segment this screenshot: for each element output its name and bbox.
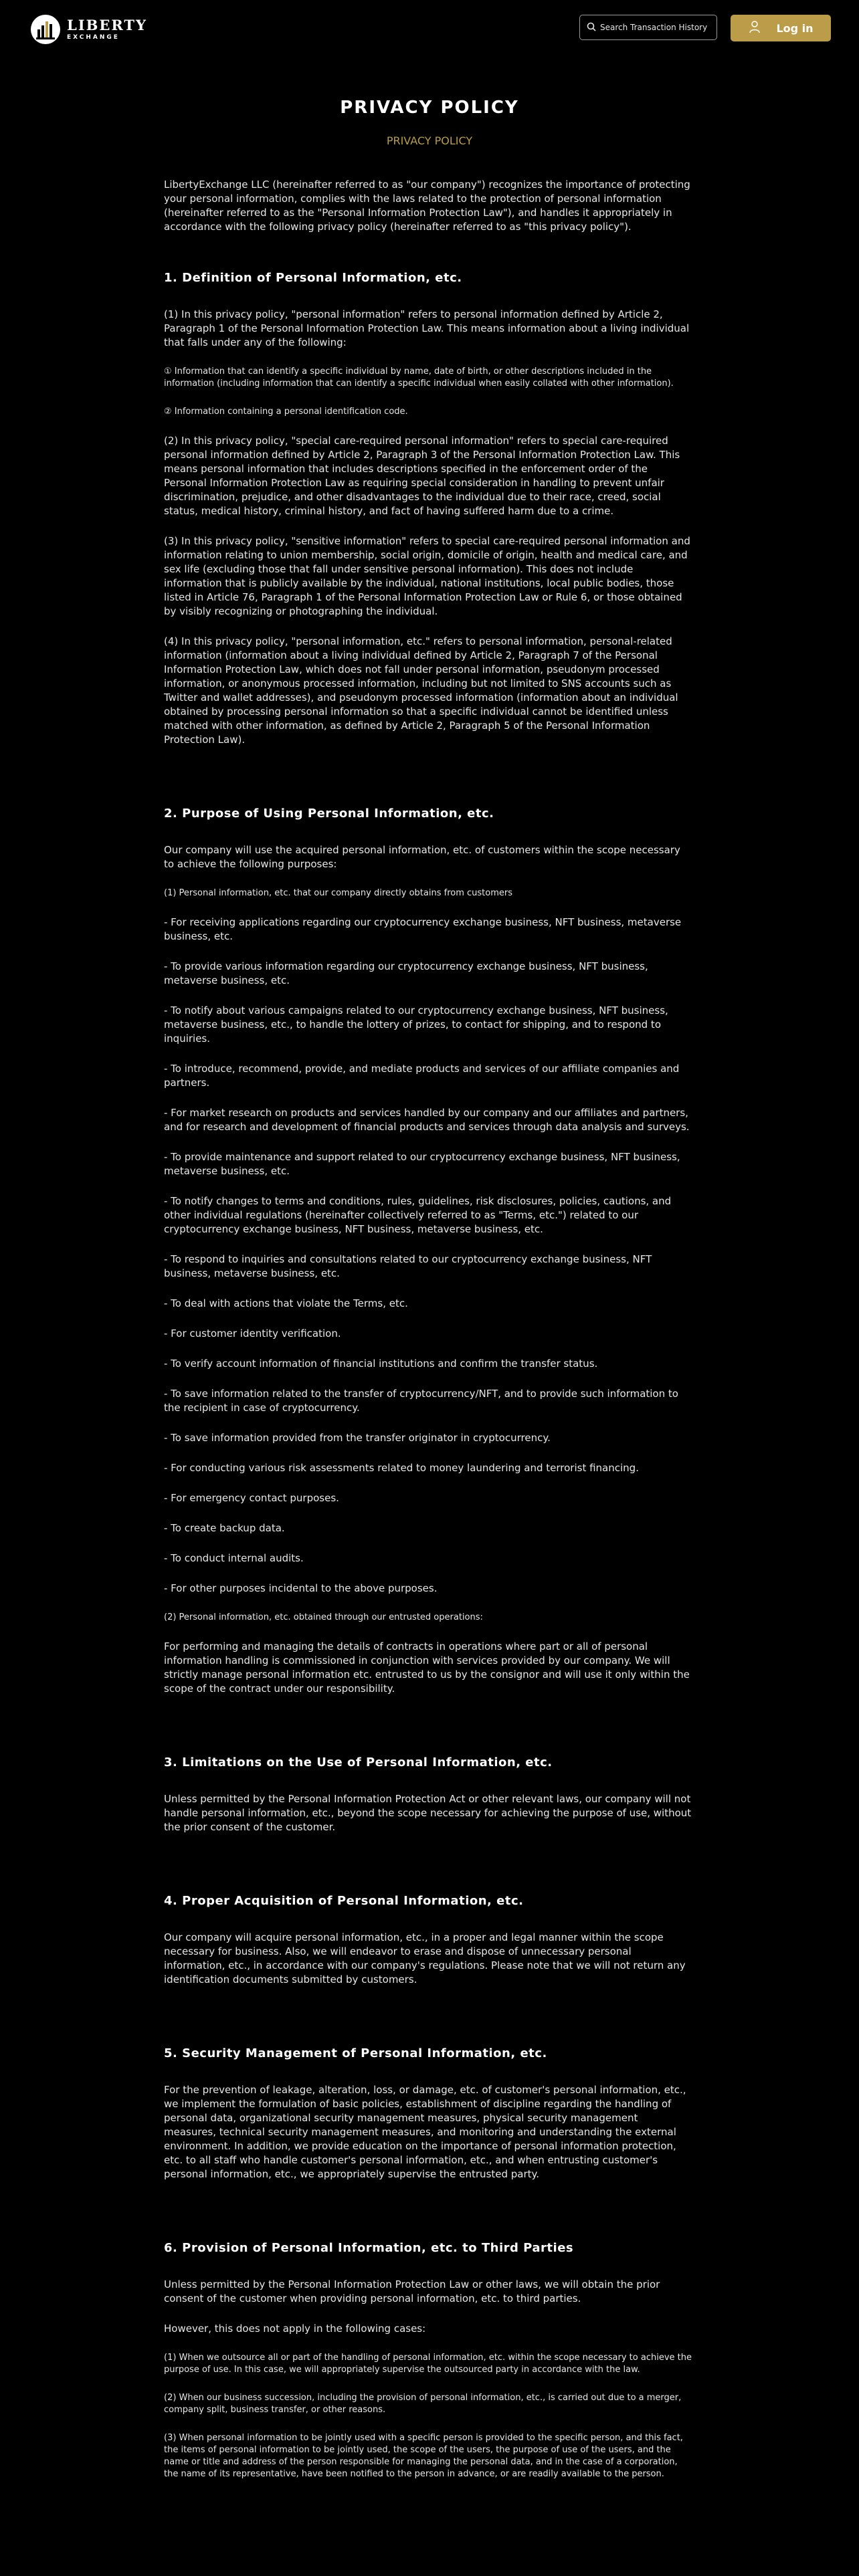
sub-item: ① Information that can identify a specific individual by name, date of birth, or other descriptions included in the information (including information that can identify a specific individual when easily collated with other information). [164, 366, 674, 389]
login-button[interactable] [731, 15, 831, 41]
list-item: - To conduct internal audits. [164, 1552, 304, 1564]
paragraph: Unless permitted by the Personal Information Protection Act or other relevant laws, our company will not handle personal information, etc., beyond the scope necessary for achieving the purpose of use, without the prior consent of the customer. [164, 1793, 692, 1833]
logo-subname: EXCHANGE [67, 34, 120, 41]
policy-content [164, 178, 692, 2496]
list-item: - To save information provided from the transfer originator in cryptocurrency. [164, 1432, 551, 1444]
sub-item: (3) When personal information to be jointly used with a specific person is provided to the specific person, and this fact, the items of personal information to be jointly used, the scope of the users, the purpose of use of the users, and the name or title and address of the person responsible for managing the personal data, and in the case of a corporation, the name of its representative, have been notified to the person in advance, or are readily available to the person. [164, 2433, 683, 2479]
paragraph: Our company will acquire personal information, etc., in a proper and legal manner within the scope necessary for business. Also, we will endeavor to erase and dispose of unnecessary personal information, etc., in accordance with our company's regulations. Please note that we will not return any identification documents submitted by customers. [164, 1931, 686, 1985]
section-heading: 5. Security Management of Personal Information, etc. [164, 2046, 547, 2060]
paragraph: Unless permitted by the Personal Information Protection Law or other laws, we will obtain the prior consent of the customer when providing personal information, etc. to third parties. [164, 2278, 660, 2304]
sub-item: (2) When our business succession, including the provision of personal information, etc., is carried out due to a merger, company split, business transfer, or other reasons. [164, 2393, 682, 2415]
paragraph: (4) In this privacy policy, "personal information, etc." refers to personal information, personal-related information (information about a living individual defined by Article 2, Paragraph 7 of the Personal Information Protection Law, which does not fall under personal information, pseudonym processed information, or anonymous processed information, including but not limited to SNS accounts such as Twitter and wallet addresses), and pseudonym processed information (information about an individual obtained by processing personal information so that a specific individual cannot be identified unless matched with other information, as defined by Article 2, Paragraph 5 of the Personal Information Protection Law). [164, 635, 678, 746]
section-heading: 4. Proper Acquisition of Personal Information, etc. [164, 1894, 524, 1908]
list-item: - For emergency contact purposes. [164, 1492, 339, 1504]
section-third-parties [164, 2240, 692, 2480]
list-item: - For customer identity verification. [164, 1327, 341, 1339]
login-label: Log in [776, 21, 814, 35]
paragraph: Our company will use the acquired personal information, etc. of customers within the scope necessary to achieve the following purposes: [164, 844, 680, 870]
list-item: - For market research on products and services handled by our company and our affiliates and partners, and for research and development of financial products and services through data analysis and surveys. [164, 1107, 690, 1133]
logo-mark-icon [31, 15, 60, 44]
paragraph: (2) In this privacy policy, "special care-required personal information" refers to special care-required personal information defined by Article 2, Paragraph 3 of the Personal Information Protection Law. This means personal information that includes descriptions specified in the enforcement order of the Personal Information Protection Law as requiring special consideration in handling to prevent unfair discrimination, prejudice, and other disadvantages to the individual due to their race, creed, social status, medical history, criminal history, and fact of having suffered harm due to a crime. [164, 435, 680, 517]
section-heading: 2. Purpose of Using Personal Information, etc. [164, 807, 494, 821]
logo[interactable] [31, 15, 147, 44]
section-purpose [164, 806, 692, 1696]
list-item: - To deal with actions that violate the Terms, etc. [164, 1297, 408, 1309]
section-limitations [164, 1755, 692, 1834]
list-item: - To introduce, recommend, provide, and mediate products and services of our affiliate companies and partners. [164, 1063, 680, 1089]
paragraph: For the prevention of leakage, alteration, loss, or damage, etc. of customer's personal information, etc., we implement the formulation of basic policies, establishment of discipline regarding the handling of personal data, organizational security management measures, physical security management measures, technical security management measures, and monitoring and understanding the external environment. In addition, we provide education on the importance of personal information protection, etc. to all staff who handle customer's personal information, etc., and when entrusting customer's personal information, etc., we appropriately supervise the entrusted party. [164, 2084, 686, 2180]
list-item: - For conducting various risk assessments related to money laundering and terrorist financing. [164, 1462, 639, 1474]
list-item: - For receiving applications regarding our cryptocurrency exchange business, NFT business, metaverse business, etc. [164, 916, 682, 942]
sub-item: ② Information containing a personal identification code. [164, 407, 408, 417]
list-item: - To provide maintenance and support related to our cryptocurrency exchange business, NFT business, metaverse business, etc. [164, 1151, 680, 1177]
paragraph: However, this does not apply in the following cases: [164, 2323, 426, 2335]
paragraph: (1) In this privacy policy, "personal information" refers to personal information defined by Article 2, Paragraph 1 of the Personal Information Protection Law. This means information about a living individual that falls under any of the following: [164, 308, 690, 348]
logo-name: LIBERTY [67, 17, 148, 33]
sub-heading: (1) Personal information, etc. that our company directly obtains from customers [164, 888, 512, 898]
search-icon [587, 21, 596, 34]
paragraph: (3) In this privacy policy, "sensitive information" refers to special care-required personal information and information relating to union membership, social origin, domicile of origin, health and medical care, and sex life (excluding those that fall under sensitive personal information). This does not include information that is publicly available by the individual, national institutions, local public bodies, those listed in Article 76, Paragraph 1 of the Personal Information Protection Law or Rule 6, or those obtained by visibly recognizing or photographing the individual. [164, 535, 690, 617]
list-item: - To verify account information of financial institutions and confirm the transfer status. [164, 1358, 598, 1370]
site-header [0, 0, 859, 58]
section-heading: 3. Limitations on the Use of Personal Information, etc. [164, 1755, 553, 1769]
paragraph: For performing and managing the details of contracts in operations where part or all of personal information handling is commissioned in conjunction with services provided by our company. We will strictly manage personal information etc. entrusted to us by the consignor and will use it only within the scope of the contract under our responsibility. [164, 1640, 690, 1695]
page-title: PRIVACY POLICY [340, 98, 519, 118]
search-transaction-history-button[interactable] [579, 15, 717, 40]
sub-heading: (2) Personal information, etc. obtained through our entrusted operations: [164, 1612, 483, 1622]
section-heading: 6. Provision of Personal Information, etc. to Third Parties [164, 2241, 574, 2255]
list-item: - To notify changes to terms and conditions, rules, guidelines, risk disclosures, policies, cautions, and other individual regulations (hereinafter collectively referred to as "Terms, etc.") related to our cryptocurrency exchange business, NFT business, metaverse business, etc. [164, 1195, 672, 1235]
section-acquisition [164, 1893, 692, 1987]
intro-paragraph: LibertyExchange LLC (hereinafter referred to as "our company") recognizes the importance of protecting your personal information, complies with the laws related to the protection of personal information (hereinafter referred to as the "Personal Information Protection Law"), and handles it appropriately in accordance with the following privacy policy (hereinafter referred to as "this privacy policy"). [164, 179, 690, 233]
list-item: - To respond to inquiries and consultations related to our cryptocurrency exchange business, NFT business, metaverse business, etc. [164, 1253, 652, 1279]
section-security [164, 2046, 692, 2181]
sub-item: (1) When we outsource all or part of the handling of personal information, etc. within the scope necessary to achieve the purpose of use. In this case, we will appropriately supervise the outsourced party in accordance with the law. [164, 2353, 692, 2375]
search-label: Search Transaction History [600, 23, 708, 32]
list-item: - To save information related to the transfer of cryptocurrency/NFT, and to provide such information to the recipient in case of cryptocurrency. [164, 1388, 678, 1414]
section-definition [164, 270, 692, 747]
list-item: - To provide various information regarding our cryptocurrency exchange business, NFT business, metaverse business, etc. [164, 960, 648, 986]
list-item: - For other purposes incidental to the above purposes. [164, 1582, 438, 1594]
section-heading: 1. Definition of Personal Information, etc. [164, 271, 462, 285]
user-icon [748, 20, 761, 36]
breadcrumb[interactable]: PRIVACY POLICY [386, 134, 473, 147]
list-item: - To create backup data. [164, 1522, 285, 1534]
list-item: - To notify about various campaigns related to our cryptocurrency exchange business, NFT business, metaverse business, etc., to handle the lottery of prizes, to contact for shipping, and to respond to inquiries. [164, 1004, 668, 1045]
